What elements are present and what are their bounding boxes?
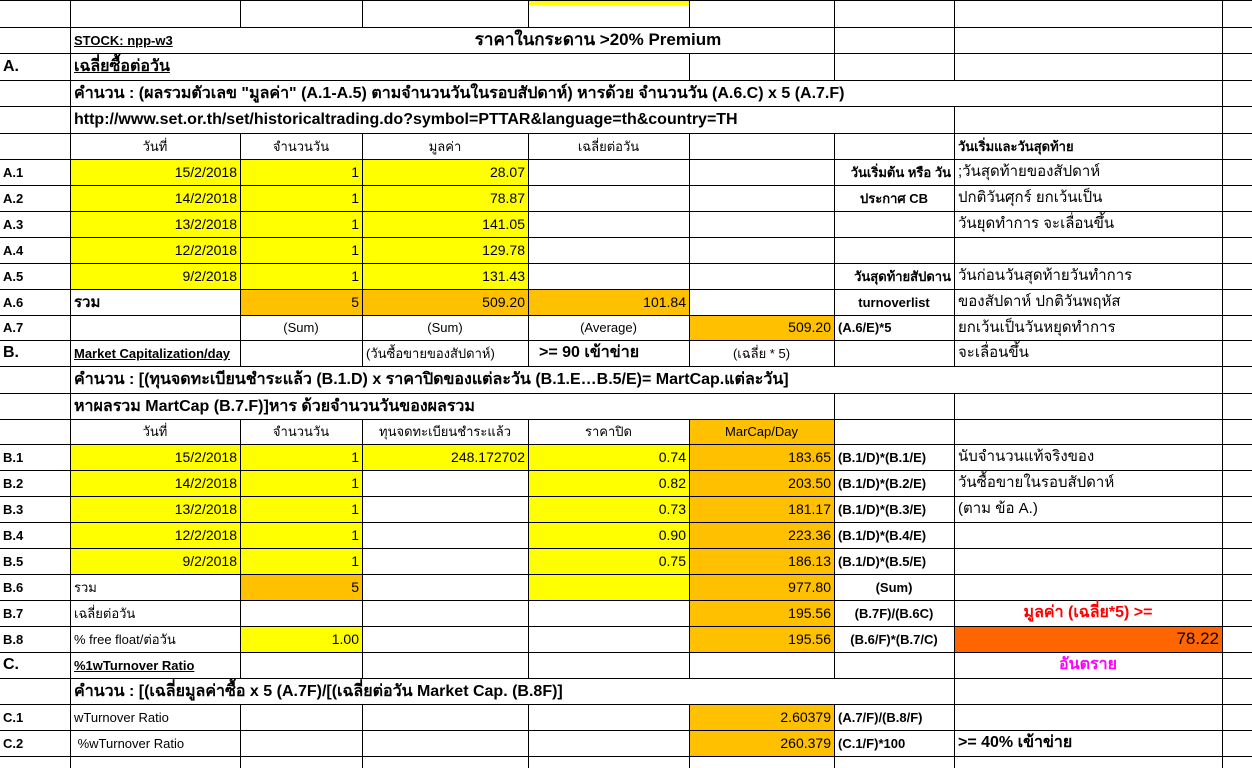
formula-note: (B.1/D)*(B.3/E)	[838, 502, 927, 517]
threshold-90: >= 90 เข้าข่าย	[539, 344, 640, 361]
days-cell[interactable]: 1	[351, 216, 359, 232]
row-code: C.1	[3, 710, 24, 725]
weekly-total[interactable]: 509.20	[788, 319, 831, 335]
days-cell[interactable]: 1	[351, 164, 359, 180]
section-a-code: A.	[3, 58, 19, 75]
date-cell[interactable]: 12/2/2018	[174, 527, 237, 543]
row-code: B.2	[3, 476, 24, 491]
days-cell[interactable]: 1	[351, 190, 359, 206]
section-b-code: B.	[3, 344, 19, 361]
formula-note: (B.1/D)*(B.5/E)	[838, 554, 927, 569]
row-line	[0, 0, 1252, 1]
close-cell[interactable]: 0.74	[658, 449, 686, 465]
note-text: วันซื้อขายในรอบสัปดาห์	[958, 474, 1115, 491]
marcap-freefloat[interactable]: 195.56	[788, 631, 831, 647]
days-total[interactable]: 5	[351, 579, 359, 595]
turnover-pct[interactable]: 260.379	[780, 735, 831, 751]
date-cell[interactable]: 9/2/2018	[182, 553, 237, 569]
col-header-date: วันที่	[142, 424, 168, 439]
section-b-formula1: คำนวน : [(ทุนจดทะเบียนชำระแล้ว (B.1.D) x ราคาปิดของแต่ละวัน (B.1.E…B.5/E)= MartCap.แต่ละวัน]	[74, 371, 789, 388]
result-value[interactable]: 78.22	[1176, 629, 1219, 648]
side-label: วันสุดท้ายสัปดาน	[854, 269, 951, 284]
note-text: (ตาม ข้อ A.)	[958, 500, 1038, 517]
sum-note: (Sum)	[427, 320, 463, 335]
marcap-cell[interactable]: 203.50	[788, 475, 831, 491]
row-code: A.4	[3, 243, 24, 258]
row-code: C.2	[3, 736, 24, 751]
days-total[interactable]: 5	[351, 294, 359, 310]
formula-note: (A.7/F)/(B.8/F)	[838, 710, 923, 725]
date-cell[interactable]: 12/2/2018	[174, 242, 237, 258]
col-line	[362, 0, 363, 27]
row-code: B.6	[3, 580, 24, 595]
warning-label: มูลค่า (เฉลี่ย*5) >=	[1023, 604, 1153, 621]
col-line	[240, 704, 241, 768]
marcap-cell[interactable]: 181.17	[788, 501, 831, 517]
stock-label: STOCK: npp-w3	[74, 33, 173, 48]
formula-note: (C.1/F)*100	[838, 736, 906, 751]
formula-note: (B.1/D)*(B.2/E)	[838, 476, 927, 491]
turnoverlist-label: turnoverlist	[858, 295, 930, 310]
sum-label: รวม	[74, 294, 101, 311]
col-header-close: ราคาปิด	[585, 424, 632, 439]
turnover-ratio[interactable]: 2.60379	[780, 709, 831, 725]
col-header-date: วันที่	[142, 139, 168, 154]
section-a-title: เฉลี่ยซื้อต่อวัน	[74, 58, 170, 75]
section-b-formula2: หาผลรวม MartCap (B.7.F)]หาร ด้วยจำนวนวันของผลรวม	[74, 398, 475, 415]
row-line	[0, 756, 1252, 757]
formula-note: (B.6/F)*(B.7/C)	[850, 632, 938, 647]
date-cell[interactable]: 15/2/2018	[174, 164, 237, 180]
section-c-code: C.	[3, 656, 19, 673]
formula-note: (Sum)	[875, 580, 913, 595]
freefloat-pct[interactable]: 1.00	[331, 631, 359, 647]
value-cell[interactable]: 78.87	[489, 190, 525, 206]
marcap-cell[interactable]: 183.65	[788, 449, 831, 465]
note-text: ;วันสุดท้ายของสัปดาห์	[958, 163, 1101, 180]
days-cell[interactable]: 1	[351, 449, 359, 465]
days-cell[interactable]: 1	[351, 268, 359, 284]
date-cell[interactable]: 14/2/2018	[174, 475, 237, 491]
section-c-title: %1wTurnover Ratio	[74, 658, 195, 673]
row-code: A.3	[3, 217, 24, 232]
close-cell[interactable]: 0.90	[658, 527, 686, 543]
date-cell[interactable]: 13/2/2018	[174, 501, 237, 517]
days-cell[interactable]: 1	[351, 553, 359, 569]
marcap-total[interactable]: 977.80	[788, 579, 831, 595]
value-total[interactable]: 509.20	[482, 294, 525, 310]
row-code: B.1	[3, 450, 24, 465]
row-code: B.7	[3, 606, 24, 621]
date-cell[interactable]: 13/2/2018	[174, 216, 237, 232]
turnover-label: wTurnover Ratio	[74, 710, 169, 725]
turnover-pct-label: %wTurnover Ratio	[74, 736, 185, 751]
col-header-capital: ทุนจดทะเบียนชำระแล้ว	[379, 424, 511, 439]
col-line	[1222, 0, 1223, 768]
formula-note: (B.1/D)*(B.1/E)	[838, 450, 927, 465]
formula-note: (B.1/D)*(B.4/E)	[838, 528, 927, 543]
col-header-days: จำนวนวัน	[272, 424, 330, 439]
avg-label: เฉลี่ยต่อวัน	[74, 606, 136, 621]
row-code: B.5	[3, 554, 24, 569]
value-cell[interactable]: 141.05	[482, 216, 525, 232]
row-code: B.4	[3, 528, 24, 543]
note-text: วันยุดทำการ จะเลื่อนขึ้น	[958, 215, 1115, 232]
col-header-days: จำนวนวัน	[272, 139, 330, 154]
row-code: A.7	[3, 320, 24, 335]
col-header-avg: เฉลี่ยต่อวัน	[577, 139, 640, 154]
sum-note: (Sum)	[283, 320, 319, 335]
average-note: (Average)	[580, 320, 637, 335]
row-code: B.3	[3, 502, 24, 517]
danger-label: อันตราย	[1059, 656, 1117, 673]
row-code: B.8	[3, 632, 24, 647]
col-line	[954, 0, 955, 80]
freefloat-label: % free float/ต่อวัน	[74, 632, 176, 647]
date-cell[interactable]: 9/2/2018	[182, 268, 237, 284]
formula-note: (A.6/E)*5	[838, 320, 892, 335]
sum-label: รวม	[74, 580, 97, 595]
marcap-cell[interactable]: 223.36	[788, 527, 831, 543]
threshold-40: >= 40% เข้าข่าย	[958, 734, 1073, 751]
note-text: ของสัปดาห์ ปกติวันพฤหัส	[958, 293, 1121, 310]
side-label: วันเริ่มต้น หรือ วัน	[850, 165, 951, 180]
note-text: ยกเว้นเป็นวันหยุดทำการ	[958, 319, 1116, 336]
row-code: A.5	[3, 269, 24, 284]
date-cell[interactable]: 14/2/2018	[174, 190, 237, 206]
col-header-value: มูลค่า	[428, 139, 462, 154]
section-b-title: Market Capitalization/day	[74, 346, 231, 361]
col-line	[528, 0, 529, 27]
note-text: วันก่อนวันสุดท้ายวันทำการ	[958, 267, 1133, 284]
avg-per-day[interactable]: 101.84	[643, 294, 686, 310]
value-cell[interactable]: 131.43	[482, 268, 525, 284]
value-cell[interactable]: 129.78	[482, 242, 525, 258]
col-header-marcap: MarCap/Day	[725, 424, 798, 439]
formula-note: (B.7F)/(B.6C)	[854, 606, 934, 621]
note-text: จะเลื่อนขึ้น	[958, 344, 1029, 361]
note-text: ปกติวันศุกร์ ยกเว้นเป็น	[958, 189, 1103, 206]
col-line	[528, 704, 529, 768]
row-code: A.1	[3, 165, 24, 180]
row-code: A.6	[3, 295, 24, 310]
page-title: ราคาในกระดาน >20% Premium	[474, 30, 722, 49]
col-line	[689, 0, 690, 27]
weekdays-note: (วันซื้อขายของสัปดาห์)	[366, 346, 495, 361]
value-cell[interactable]: 28.07	[489, 164, 525, 180]
days-cell[interactable]: 1	[351, 501, 359, 517]
date-cell[interactable]: 15/2/2018	[174, 449, 237, 465]
section-c-formula: คำนวน : [(เฉลี่ยมูลค่าซื้อ x 5 (A.7F)/[(เฉลี่ยต่อวัน Market Cap. (B.8F)]	[74, 683, 563, 700]
side-label: ประกาศ CB	[859, 191, 929, 206]
avg5-note: (เฉลี่ย * 5)	[732, 346, 791, 361]
note-text: นับจำนวนแท้จริงของ	[958, 448, 1095, 465]
days-cell[interactable]: 1	[351, 475, 359, 491]
row-code: A.2	[3, 191, 24, 206]
source-url[interactable]: http://www.set.or.th/set/historicaltrading.do?symbol=PTTAR&language=th&country=TH	[74, 111, 738, 128]
col-header-note: วันเริ่มและวันสุดท้าย	[958, 139, 1074, 154]
marcap-cell[interactable]: 186.13	[788, 553, 831, 569]
col-line	[362, 704, 363, 768]
days-cell[interactable]: 1	[351, 242, 359, 258]
close-cell[interactable]: 0.82	[658, 475, 686, 491]
close-cell[interactable]: 0.73	[658, 501, 686, 517]
marcap-avg[interactable]: 195.56	[788, 605, 831, 621]
section-a-formula: คำนวน : (ผลรวมตัวเลข "มูลค่า" (A.1-A.5) ตามจำนวนวันในรอบสัปดาห์) หารด้วย จำนวนวัน (A.6.C) x 5 (A.7.F)	[74, 85, 845, 102]
col-line	[240, 0, 241, 27]
capital-cell[interactable]: 248.172702	[451, 449, 525, 465]
days-cell[interactable]: 1	[351, 527, 359, 543]
col-line	[689, 53, 690, 80]
close-cell[interactable]: 0.75	[658, 553, 686, 569]
col-line	[834, 0, 835, 80]
